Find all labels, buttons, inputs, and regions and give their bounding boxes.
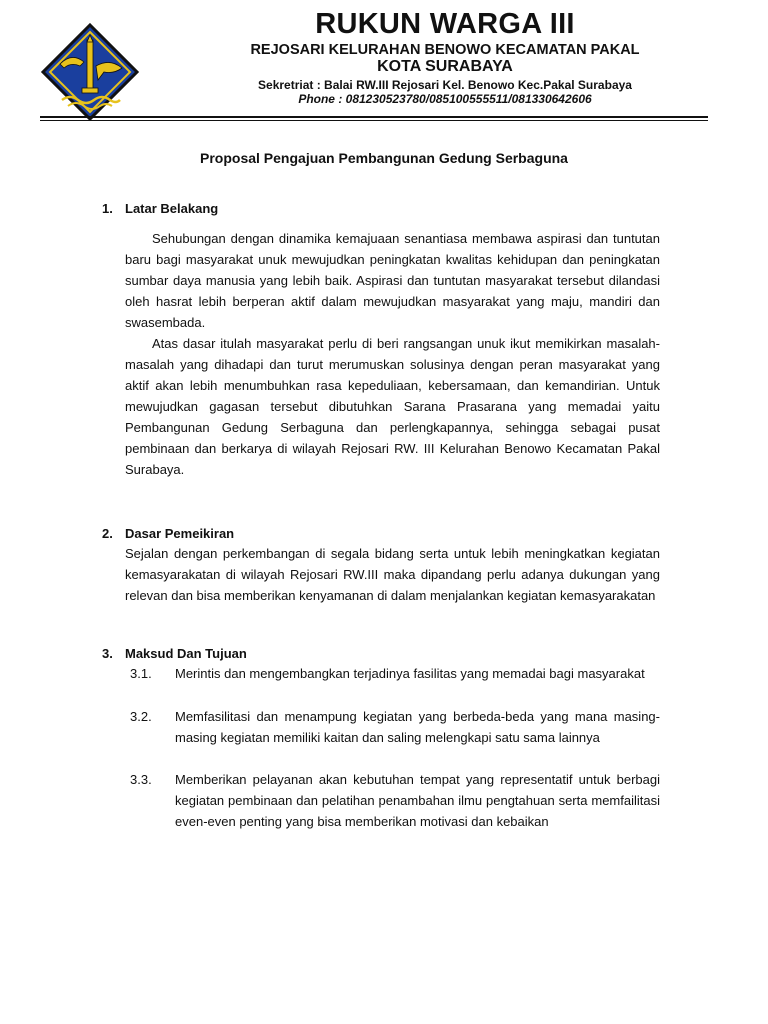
organization-area: REJOSARI KELURAHAN BENOWO KECAMATAN PAKAL bbox=[250, 42, 640, 58]
section-paragraph: Sehubungan dengan dinamika kemajuaan senantiasa membawa aspirasi dan tuntutan baru bagi masyarakat unuk mewujudkan peningkatan kwalitas kehidupan dan peningkatan sumbar daya manusia yang lebih baik. Aspirasi dan tuntutan masyarakat tersebut dilandasi oleh hasrat lebih berperan aktif dalam mewujudkan masyarakat yang maju, mandiri dan swasembada. bbox=[125, 231, 660, 330]
secretariat-address: Sekretriat : Balai RW.III Rejosari Kel. Benowo Kec.Pakal Surabaya bbox=[258, 78, 632, 92]
section-title: Dasar Pemeikiran bbox=[125, 526, 235, 541]
header-rule-thin bbox=[40, 120, 708, 121]
section-title: Maksud Dan Tujuan bbox=[125, 646, 247, 661]
city-emblem-icon bbox=[40, 22, 140, 122]
section-number: 1. bbox=[102, 201, 113, 216]
header-rule-thick bbox=[40, 116, 708, 118]
organization-city: KOTA SURABAYA bbox=[377, 58, 513, 75]
section-title: Latar Belakang bbox=[125, 201, 219, 216]
organization-name: RUKUN WARGA III bbox=[315, 8, 575, 40]
document-title: Proposal Pengajuan Pembangunan Gedung Serbaguna bbox=[200, 150, 568, 166]
list-item-text: Memfasilitasi dan menampung kegiatan yang berbeda-beda yang mana masing-masing kegiatan memiliki kaitan dan saling melengkapi satu sama lainnya bbox=[175, 709, 660, 745]
list-item-text: Memberikan pelayanan akan kebutuhan tempat yang representatif untuk berbagi kegiatan pembinaan dan pelatihan penambahan ilmu pengtahuan serta memfailitasi even-even penting yang bisa memberikan motivasi dan kebaikan bbox=[175, 772, 660, 829]
list-item-number: 3.1. bbox=[130, 666, 152, 681]
section-number: 2. bbox=[102, 526, 113, 541]
section-paragraph: Sejalan dengan perkembangan di segala bidang serta untuk lebih meningkatkan kegiatan kemasyarakatan di wilayah Rejosari RW.III maka dipandang perlu adanya dukungan yang relevan dan bisa memberikan kenyamanan di dalam menjalankan kegiatan kemasyarakatan bbox=[125, 546, 660, 603]
list-item-text: Merintis dan mengembangkan terjadinya fasilitas yang memadai bagi masyarakat bbox=[175, 666, 645, 681]
list-item-number: 3.3. bbox=[130, 772, 152, 787]
section-number: 3. bbox=[102, 646, 113, 661]
list-item-number: 3.2. bbox=[130, 709, 152, 724]
phone-numbers: Phone : 081230523780/085100555511/081330642606 bbox=[298, 92, 592, 106]
section-paragraph: Atas dasar itulah masyarakat perlu di beri rangsangan unuk ikut memikirkan masalah-masalah yang dihadapi dan turut merumuskan solusinya dengan peran masyarakat yang aktif akan lebih menumbuhkan rasa kepeduliaan, kebersamaan, dan kemandirian. Untuk mewujudkan gagasan tersebut dibutuhkan Sarana Prasarana yang memadai yaitu Pembangunan Gedung Serbaguna dan perlengkapannya, sehingga sebagai pusat pembinaan dan berkarya di wilayah Rejosari RW. III Kelurahan Benowo Kecamatan Pakal Surabaya. bbox=[125, 336, 660, 477]
